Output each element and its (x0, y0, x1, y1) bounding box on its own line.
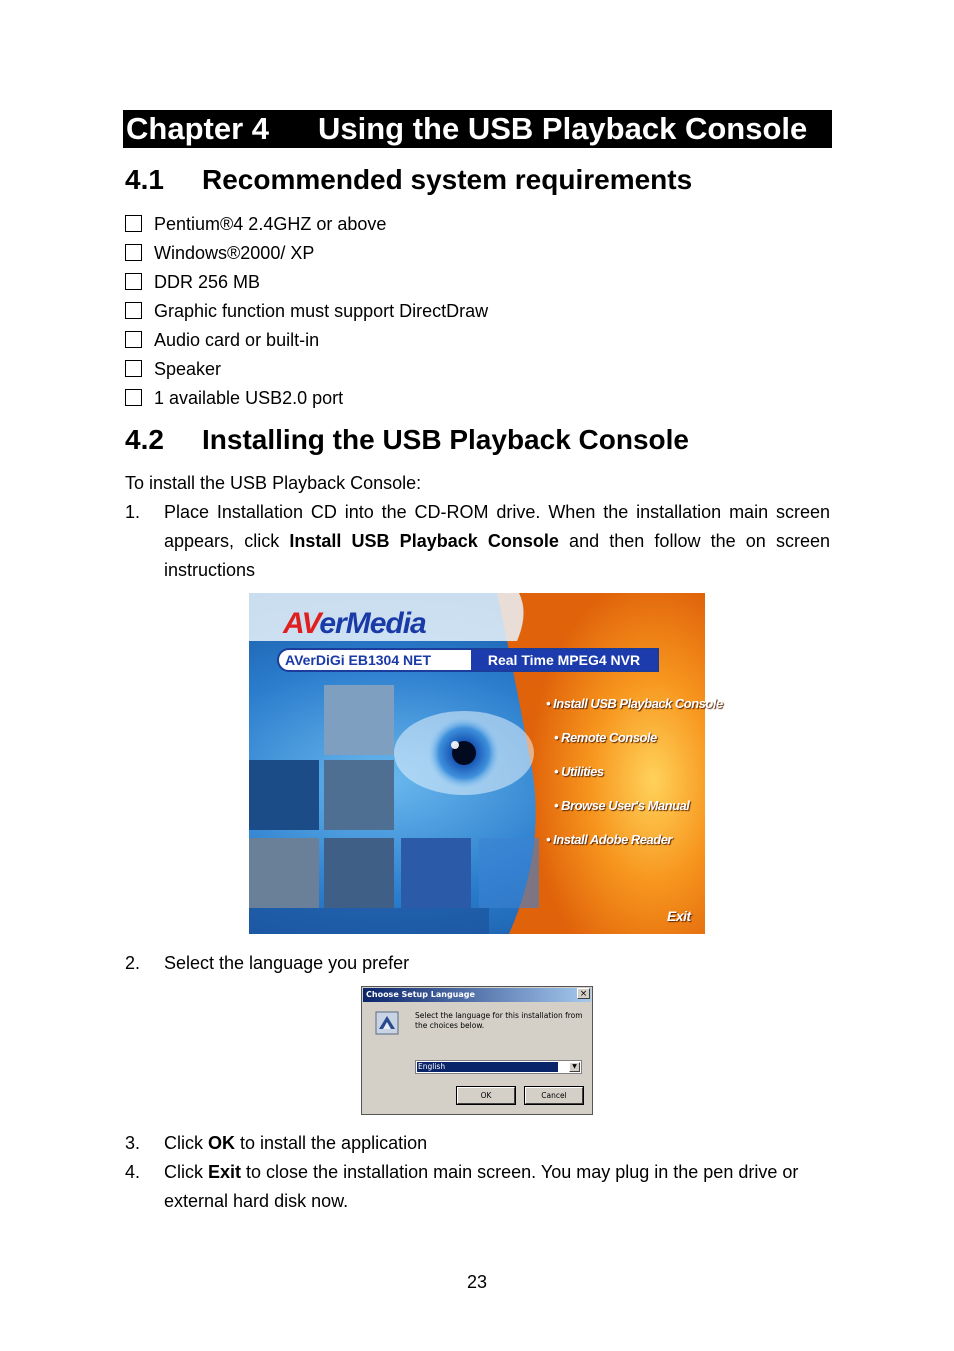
requirement-text: DDR 256 MB (154, 272, 261, 292)
requirement-item (125, 300, 488, 322)
step-1 (125, 498, 830, 585)
checkbox-icon (125, 215, 142, 232)
requirement-text: 1 available USB2.0 port (154, 388, 344, 408)
step-4 (125, 1158, 830, 1216)
section-number: 4.2 (125, 424, 164, 455)
logo-prefix: AV (283, 607, 320, 640)
step-text (164, 1158, 830, 1216)
checkbox-icon (125, 389, 142, 406)
close-icon[interactable]: × (577, 988, 590, 999)
product-banner (277, 648, 659, 672)
step-number: 3. (125, 1133, 141, 1153)
requirement-text: Speaker (154, 359, 222, 379)
step-3 (125, 1129, 830, 1158)
step-number: 4. (125, 1162, 141, 1182)
logo-rest: erMedia (319, 607, 426, 640)
language-select[interactable] (415, 1060, 582, 1074)
requirement-item (125, 242, 314, 264)
step-number: 1. (125, 502, 141, 522)
avermedia-logo (283, 607, 426, 641)
section-title: Installing the USB Playback Console (202, 424, 690, 455)
menu-utilities[interactable]: • Utilities (554, 764, 604, 779)
section-number: 4.1 (125, 164, 164, 195)
step-bold: Install USB Playback Console (289, 531, 559, 551)
product-model: AVerDiGi EB1304 NET (285, 652, 432, 668)
requirement-item (125, 213, 386, 235)
step-number: 2. (125, 953, 141, 973)
requirement-text: Pentium®4 2.4GHZ or above (154, 214, 387, 234)
step-text-pre: Place Installation CD into the CD-ROM drive. When the installation main screen appears, click (164, 502, 830, 551)
exit-button[interactable]: Exit (667, 908, 691, 924)
dialog-titlebar: Choose Setup Language (363, 988, 591, 1002)
checkbox-icon (125, 302, 142, 319)
checkbox-icon (125, 273, 142, 290)
step-bold: OK (208, 1133, 235, 1153)
chapter-number: Chapter 4 (126, 111, 269, 146)
ok-button[interactable]: OK (457, 1087, 515, 1104)
menu-install-usb-playback-console[interactable]: • Install USB Playback Console (546, 696, 723, 711)
checkbox-icon (125, 360, 142, 377)
chapter-heading (123, 110, 832, 148)
setup-icon (375, 1011, 399, 1035)
installer-main-screen (249, 593, 723, 934)
checkbox-icon (125, 331, 142, 348)
step-text-post: and then follow the on screen instructions (164, 531, 830, 580)
menu-browse-users-manual[interactable]: • Browse User's Manual (554, 798, 690, 813)
requirement-item (125, 387, 343, 409)
step-text-post: to close the installation main screen. You may plug in the pen drive or external hard disk now. (164, 1162, 799, 1211)
requirement-item (125, 329, 319, 351)
section-heading-4-2 (125, 423, 689, 457)
section-title: Recommended system requirements (202, 164, 693, 195)
step-text: Select the language you prefer (164, 953, 410, 973)
step-text-pre: Click (164, 1133, 208, 1153)
splash-background (249, 593, 705, 934)
requirement-item (125, 358, 221, 380)
section-heading-4-1 (125, 163, 692, 197)
chevron-down-icon[interactable]: ▼ (569, 1062, 580, 1072)
step-2 (125, 949, 830, 978)
requirement-text: Audio card or built-in (154, 330, 320, 350)
product-tag: Real Time MPEG4 NVR (471, 650, 657, 670)
step-text (164, 1129, 830, 1158)
intro-text: To install the USB Playback Console: (125, 473, 422, 493)
requirement-text: Windows®2000/ XP (154, 243, 315, 263)
dialog-message: Select the language for this installation from the choices below. (415, 1011, 583, 1030)
chapter-title: Using the USB Playback Console (318, 111, 808, 146)
menu-remote-console[interactable]: • Remote Console (554, 730, 657, 745)
requirement-item (125, 271, 260, 293)
menu-install-adobe-reader[interactable]: • Install Adobe Reader (546, 832, 672, 847)
step-bold: Exit (208, 1162, 242, 1182)
checkbox-icon (125, 244, 142, 261)
setup-language-dialog (361, 986, 593, 1115)
step-text-pre: Click (164, 1162, 208, 1182)
language-selected: English (417, 1062, 558, 1072)
step-text-post: to install the application (235, 1133, 428, 1153)
page-number: 23 (466, 1272, 488, 1292)
requirement-text: Graphic function must support DirectDraw (154, 301, 489, 321)
cancel-button[interactable]: Cancel (525, 1087, 583, 1104)
step-text (164, 498, 830, 585)
